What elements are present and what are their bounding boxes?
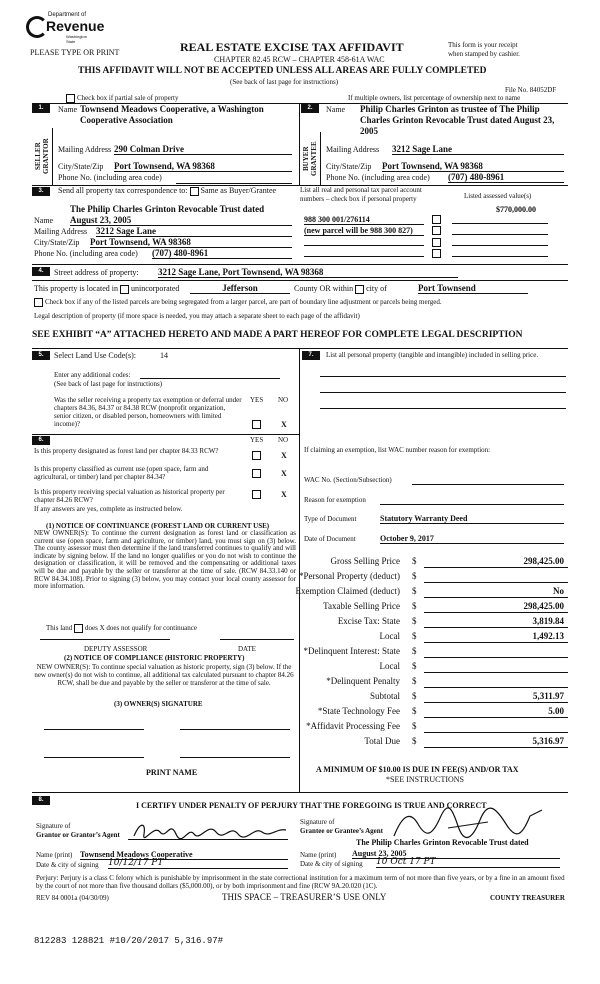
section5-top-rule	[32, 348, 568, 349]
seller-side-divider	[52, 128, 53, 185]
print-name-line-1[interactable]	[44, 756, 144, 758]
notice1-title: (1) NOTICE OF CONTINUANCE (FOREST LAND OR CURRENT USE)	[46, 522, 270, 530]
wac-label: WAC No. (Section/Subsection)	[304, 476, 392, 484]
personal-property-line-2[interactable]	[320, 392, 566, 393]
parcel-4-checkbox[interactable]	[432, 249, 441, 258]
located-row	[34, 284, 179, 294]
tax-value[interactable]	[424, 721, 568, 733]
buyer-phone-label: Phone No. (including area code)	[326, 173, 430, 182]
notice1-text: NEW OWNER(S): To continue the current designation as forest land or classification as current use (open space, farm and agriculture, or timber) land, you must sign on (3) below. The county assessor must then determine if the land transferred continues to qualify and will indicate by signing below. If the land no longer qualifies or you do not wish to continue the designation or classification, it will be removed and the compensating or additional taxes will be due and payable by the seller or transferor at the time of sale. (RCW 84.33.140 or RCW 84.34.108). Prior to signing (3) below, you may contact your local county assessor for more information.	[34, 529, 296, 591]
doc-date[interactable]: October 9, 2017	[380, 534, 564, 544]
partial-sale-checkbox[interactable]	[66, 94, 75, 103]
county-treasurer-label: COUNTY TREASURER	[490, 894, 565, 902]
grantor-date-city[interactable]: 10/12/17 PT	[108, 858, 288, 869]
tax-value[interactable]	[424, 661, 568, 673]
cashier-stamp: 812283 128821 #10/20/2017 5,316.97#	[34, 936, 224, 946]
land-use-code[interactable]: 14	[160, 351, 168, 360]
tax-label: Local	[379, 631, 400, 641]
rev-number: REV 84 0001a (04/30/09)	[36, 894, 109, 902]
historic-yes-checkbox[interactable]	[252, 490, 261, 499]
buyer-city-label: City/State/Zip	[326, 162, 372, 171]
partial-sale-label: Check box if partial sale of property	[77, 94, 179, 103]
buyer-side-divider	[320, 132, 321, 185]
buyer-mailing-label: Mailing Address	[326, 145, 380, 154]
parcel-number-1[interactable]: 988 300 001/276114	[304, 215, 424, 225]
does-qualify-checkbox[interactable]	[74, 624, 83, 633]
current-use-yes-checkbox[interactable]	[252, 469, 261, 478]
tax-value[interactable]: 298,425.00	[424, 556, 568, 568]
form-title: REAL ESTATE EXCISE TAX AFFIDAVIT	[180, 40, 404, 54]
section6-no-header: NO	[278, 436, 289, 444]
multiple-owners-note: If multiple owners, list percentage of ownership next to name	[348, 94, 521, 102]
logo-swoosh-icon	[26, 16, 48, 38]
tax-value[interactable]: 5,311.97	[424, 691, 568, 703]
land-use-label: Select Land Use Code(s):	[54, 351, 136, 360]
receipt-note-2: when stamped by cashier.	[448, 50, 520, 58]
section-7-badge: 7.	[302, 351, 320, 360]
property-city[interactable]: Port Townsend	[418, 283, 528, 294]
dollar-sign: $	[412, 556, 417, 566]
dollar-sign: $	[412, 601, 417, 611]
parcel-3-value[interactable]	[452, 245, 548, 246]
minimum-fee-note: A MINIMUM OF $10.00 IS DUE IN FEE(S) AND/OR TAX	[316, 765, 519, 774]
section-3-badge: 3.	[32, 187, 50, 196]
parcel-2-value[interactable]	[452, 234, 548, 235]
grantee-date-city-label: Date & city of signing	[300, 860, 363, 868]
grantee-print-line1[interactable]: The Philip Charles Grinton Revocable Trust dated	[356, 838, 529, 847]
parcel-3-checkbox[interactable]	[432, 238, 441, 247]
dollar-sign: $	[412, 646, 417, 656]
personal-property-label: List all personal property (tangible and intangible) included in selling price.	[326, 351, 539, 359]
section-8-badge: 8.	[32, 796, 50, 805]
please-type: PLEASE TYPE OR PRINT	[30, 48, 120, 57]
tax-label: Excise Tax: State	[337, 616, 400, 626]
exemption-no-mark[interactable]: X	[281, 420, 287, 429]
parcel-4-value[interactable]	[452, 256, 548, 257]
assessed-header: Listed assessed value(s)	[464, 192, 532, 200]
tax-value[interactable]: No	[424, 586, 568, 598]
exhibit-a-note: SEE EXHIBIT “A” ATTACHED HERETO AND MADE A PART HEREOF FOR COMPLETE LEGAL DESCRIPTION	[32, 330, 523, 340]
grantor-signature-scribble	[130, 818, 290, 842]
additional-codes-note: (See back of last page for instructions)	[54, 380, 163, 388]
section-1-badge: 1.	[32, 104, 50, 113]
section-mid-divider	[299, 103, 300, 185]
tax-label: Total Due	[364, 736, 400, 746]
tax-row-total	[304, 736, 568, 750]
parcel-1-value[interactable]	[452, 223, 548, 224]
buyer-grantee-side-label: BUYER GRANTEE	[302, 141, 318, 177]
receipt-note-1: This form is your receipt	[448, 41, 518, 49]
partial-sale-row	[66, 94, 178, 103]
seller-mailing-label: Mailing Address	[58, 145, 112, 154]
unincorporated-label: unincorporated	[130, 284, 180, 293]
located-label: This property is located in	[34, 284, 118, 293]
tax-row-exemption	[295, 586, 568, 600]
tax-value[interactable]: 5.00	[424, 706, 568, 718]
dollar-sign: $	[412, 661, 417, 671]
additional-codes-input[interactable]	[140, 370, 280, 379]
tax-value[interactable]	[424, 571, 568, 583]
correspondence-mailing-label: Mailing Address	[34, 227, 88, 236]
tax-value[interactable]: 298,425.00	[424, 601, 568, 613]
lower-mid-divider	[299, 348, 300, 792]
treasurer-space-label: THIS SPACE – TREASURER’S USE ONLY	[222, 892, 387, 902]
city-of-label: city of	[366, 284, 387, 293]
seller-name[interactable]: Townsend Meadows Cooperative, a Washington Cooperative Association	[80, 104, 264, 125]
grantor-sig-label-2: Grantor or Grantor’s Agent	[36, 831, 120, 839]
doc-type-label: Type of Document	[304, 515, 357, 523]
grantor-name-print[interactable]: Townsend Meadows Cooperative	[80, 850, 288, 860]
forest-yes-checkbox[interactable]	[252, 451, 261, 460]
grantor-sig-label-1: Signature of	[36, 822, 71, 830]
property-county[interactable]: Jefferson	[190, 283, 290, 294]
tax-row-excise-state	[304, 616, 568, 630]
correspondence-city-label: City/State/Zip	[34, 238, 80, 247]
this-land-label: This land	[46, 624, 73, 633]
tax-row-taxable	[304, 601, 568, 615]
correspondence-name-line1[interactable]: The Philip Charles Grinton Revocable Trust dated	[70, 204, 265, 214]
correspondence-name-line2[interactable]: August 23, 2005	[70, 215, 292, 226]
parcel-number-2[interactable]: (new parcel will be 988 300 827)	[304, 226, 424, 236]
tax-label: Taxable Selling Price	[323, 601, 400, 611]
tax-row-penalty	[304, 676, 568, 690]
tax-label: *Personal Property (deduct)	[299, 571, 400, 581]
correspondence-name-label: Name	[34, 216, 54, 225]
section-2-badge: 2.	[301, 104, 319, 113]
notice2-text: NEW OWNER(S): To continue special valuation as historic property, sign (3) below. If the new owner(s) do not wish to continue, all additional tax calculated pursuant to chapter 84.26 RCW, shall be due and payable by the seller or transferor at the time of sale.	[34, 663, 294, 687]
seller-phone-label: Phone No. (including area code)	[58, 173, 162, 182]
dollar-sign: $	[412, 586, 417, 596]
see-instructions-note: *SEE INSTRUCTIONS	[386, 775, 465, 784]
tax-label: *Delinquent Penalty	[326, 676, 400, 686]
owner-signature-label: (3) OWNER(S) SIGNATURE	[114, 700, 203, 708]
parcel-number-4[interactable]	[304, 256, 424, 257]
buyer-name[interactable]: Philip Charles Grinton as trustee of The Philip Charles Grinton Revocable Trust dated August 23, 2005	[360, 104, 555, 136]
dollar-sign: $	[412, 631, 417, 641]
grantee-sig-label-1: Signature of	[300, 818, 335, 826]
form-subtitle: CHAPTER 82.45 RCW – CHAPTER 458-61A WAC	[214, 55, 385, 64]
file-number: File No. 84052DF	[505, 86, 557, 94]
historic-no-mark[interactable]: X	[281, 490, 287, 499]
perjury-notice: Perjury: Perjury is a class C felony which is punishable by imprisonment in the state correctional institution for a maximum term of not more than five years, or by a fine in an amount fixed by the court of not more than five thousand dollars ($5,000.00), or by both imprisonment and fine (RCW 9A.20.020 (1C).	[36, 874, 565, 890]
legal-description-note: Legal description of property (if more space is needed, you may attach a separate sheet to each page of the affidavit)	[34, 312, 360, 320]
doc-type[interactable]: Statutory Warranty Deed	[380, 514, 564, 524]
grantor-date-city-label: Date & city of signing	[36, 861, 99, 869]
print-name-line-2[interactable]	[180, 756, 290, 758]
personal-property-line-3[interactable]	[320, 408, 566, 409]
parcel-1-checkbox[interactable]	[432, 215, 441, 224]
dept-state: Washington State	[66, 34, 87, 44]
deputy-date-label: DATE	[238, 645, 256, 653]
dollar-sign: $	[412, 691, 417, 701]
section-4-badge: 4.	[32, 267, 50, 276]
tax-label: Exemption Claimed (deduct)	[295, 586, 400, 596]
seller-mailing[interactable]: 290 Colman Drive	[114, 144, 292, 155]
deputy-date-line[interactable]	[220, 638, 294, 640]
forest-land-question: Is this property designated as forest land per chapter 84.33 RCW?	[34, 447, 219, 455]
section6-top-rule	[32, 434, 300, 435]
wac-input[interactable]	[412, 483, 564, 485]
dept-line: Department of	[48, 12, 87, 18]
exemption-yes-checkbox[interactable]	[252, 420, 261, 429]
owner-signature-line-1[interactable]	[44, 728, 144, 730]
see-back-note: (See back of last page for instructions)	[230, 78, 339, 86]
buyer-mailing[interactable]: 3212 Sage Lane	[392, 144, 564, 155]
dollar-sign: $	[412, 721, 417, 731]
exemption-question: Was the seller receiving a property tax exemption or deferral under chapters 84.36, 84.37 or 84.38 RCW (nonprofit organization, senior citizen, or disabled person, homeowners with limited income)?	[54, 396, 242, 428]
same-as-buyer-checkbox[interactable]	[190, 187, 199, 196]
grantee-name-print[interactable]: August 23, 2005	[352, 849, 560, 859]
section3-bottom-rule	[32, 264, 568, 265]
same-as-buyer-label: Same as Buyer/Grantee	[200, 186, 277, 195]
current-use-question: Is this property classified as current use (open space, farm and agricultural, or timber) land per chapter 84.34?	[34, 465, 209, 481]
exemption-claim-label: If claiming an exemption, list WAC number reason for exemption:	[304, 446, 491, 454]
grantee-sig-label-2: Grantee or Grantee’s Agent	[300, 827, 384, 835]
notice2-title: (2) NOTICE OF COMPLIANCE (HISTORIC PROPERTY)	[64, 654, 245, 662]
tax-row-processing-fee	[304, 721, 568, 735]
tax-row-gross	[304, 556, 568, 570]
grantee-name-print-label: Name (print)	[300, 851, 337, 859]
deputy-assessor-line[interactable]	[40, 638, 170, 640]
county-label: County OR within	[294, 284, 354, 293]
seller-city[interactable]: Port Townsend, WA 98368	[114, 161, 292, 172]
this-land-row	[46, 624, 197, 633]
dollar-sign: $	[412, 676, 417, 686]
section6-yes-header: YES	[250, 436, 264, 444]
parcel-number-3[interactable]	[304, 245, 424, 246]
grantee-signature-scribble	[388, 806, 548, 842]
tax-value[interactable]	[424, 646, 568, 658]
parcel-header-1: List all real and personal tax parcel account	[300, 186, 422, 194]
segregated-label: Check box if any of the listed parcels are being segregated from a larger parcel, are part of boundary line adjustment or parcels being merged.	[45, 298, 442, 307]
dollar-sign: $	[412, 571, 417, 581]
tax-value[interactable]: 1,492.13	[424, 631, 568, 643]
segregated-row	[34, 298, 442, 307]
forest-no-mark[interactable]: X	[281, 451, 287, 460]
assessed-value[interactable]: $770,000.00	[496, 205, 536, 214]
tax-value[interactable]	[424, 676, 568, 688]
tax-row-interest-state	[304, 646, 568, 660]
tax-label: *Delinquent Interest: State	[303, 646, 400, 656]
seller-grantor-side-label: SELLER GRANTOR	[34, 138, 50, 174]
tax-label: Local	[379, 661, 400, 671]
warning-line: THIS AFFIDAVIT WILL NOT BE ACCEPTED UNLESS ALL AREAS ARE FULLY COMPLETED	[78, 66, 487, 76]
owner-signature-line-2[interactable]	[180, 728, 290, 730]
unincorporated-checkbox[interactable]	[120, 285, 129, 294]
correspondence-phone[interactable]: (707) 480-8961	[152, 248, 292, 259]
section4-rule	[32, 280, 568, 281]
seller-phone[interactable]	[176, 173, 292, 184]
correspondence-phone-label: Phone No. (including area code)	[34, 249, 138, 258]
does-label: does	[85, 624, 98, 633]
section-5-badge: 5.	[32, 351, 50, 360]
dollar-sign: $	[412, 736, 417, 746]
land-use-no-header: NO	[278, 396, 289, 404]
dollar-sign: $	[412, 616, 417, 626]
correspondence-label: Send all property tax correspondence to:	[58, 186, 188, 195]
tax-row-excise-local	[304, 631, 568, 645]
tax-row-personal	[299, 571, 568, 585]
buyer-city[interactable]: Port Townsend, WA 98368	[382, 161, 564, 172]
buyer-phone[interactable]: (707) 480-8961	[448, 172, 564, 183]
doc-date-label: Date of Document	[304, 535, 356, 543]
county-or-within	[294, 284, 387, 294]
tax-row-interest-local	[304, 661, 568, 675]
reason-input[interactable]	[380, 503, 564, 505]
tax-label: *Affidavit Processing Fee	[306, 721, 400, 731]
certify-statement: I CERTIFY UNDER PENALTY OF PERJURY THAT THE FOREGOING IS TRUE AND CORRECT	[136, 801, 487, 810]
additional-codes-label: Enter any additional codes:	[54, 371, 131, 379]
correspondence-city[interactable]: Port Townsend, WA 98368	[90, 237, 292, 248]
personal-property-line-1[interactable]	[320, 376, 566, 377]
tax-row-subtotal	[304, 691, 568, 705]
parcel-header-2: numbers – check box if personal property	[300, 195, 417, 203]
seller-city-label: City/State/Zip	[58, 162, 104, 171]
segregated-checkbox[interactable]	[34, 298, 43, 307]
seller-name-label: Name	[58, 105, 78, 114]
deputy-assessor-label: DEPUTY ASSESSOR	[84, 645, 148, 653]
city-of-checkbox[interactable]	[355, 285, 364, 294]
section6-answer-note: If any answers are yes, complete as instructed below.	[34, 505, 183, 513]
buyer-name-label: Name	[326, 105, 346, 114]
tax-label: Gross Selling Price	[330, 556, 400, 566]
print-name-label: PRINT NAME	[146, 768, 198, 777]
tax-value[interactable]: 3,819.84	[424, 616, 568, 628]
correspondence-mailing[interactable]: 3212 Sage Lane	[96, 226, 292, 237]
historic-question: Is this property receiving special valuation as historical property per chapter 84.26 RCW?	[34, 488, 225, 504]
land-use-yes-header: YES	[250, 396, 264, 404]
grantor-name-print-label: Name (print)	[36, 851, 73, 859]
tax-row-tech-fee	[304, 706, 568, 720]
revenue-logo	[26, 10, 105, 44]
current-use-no-mark[interactable]: X	[281, 469, 287, 478]
tax-label: Subtotal	[369, 691, 400, 701]
grantee-date-city[interactable]: 10 Oct 17 PT	[376, 857, 560, 868]
street-label: Street address of property:	[54, 268, 139, 277]
tax-value[interactable]: 5,316.97	[424, 736, 568, 748]
does-not-qualify-label: X does not qualify for continuance	[99, 624, 197, 633]
dollar-sign: $	[412, 706, 417, 716]
section-6-badge: 6.	[32, 436, 50, 445]
section8-top-rule	[32, 792, 568, 793]
reason-label: Reason for exemption	[304, 496, 366, 504]
parcel-2-checkbox[interactable]	[432, 226, 441, 235]
correspondence-row	[58, 186, 276, 196]
property-street[interactable]: 3212 Sage Lane, Port Townsend, WA 98368	[158, 267, 458, 278]
dept-logo-text: Revenue	[46, 18, 105, 34]
tax-label: *State Technology Fee	[317, 706, 400, 716]
